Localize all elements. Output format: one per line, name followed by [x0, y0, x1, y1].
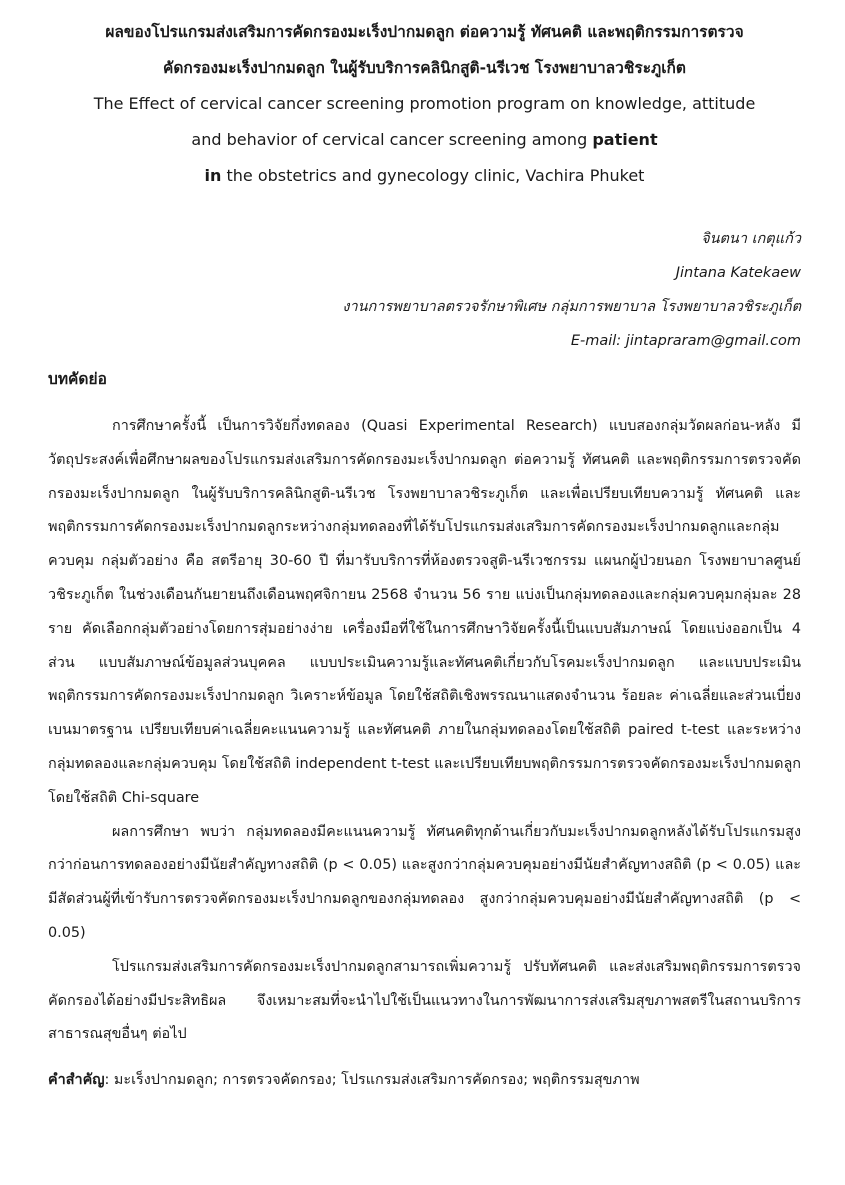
- title-english-line-3-text: the obstetrics and gynecology clinic, Vachira Phuket: [221, 166, 645, 185]
- keywords-list: มะเร็งปากมดลูก; การตรวจคัดกรอง; โปรแกรมส่งเสริมการคัดกรอง; พฤติกรรมสุขภาพ: [113, 1072, 640, 1089]
- title-english-line-3-bold: in: [204, 166, 222, 185]
- keywords-separator: :: [104, 1072, 114, 1089]
- title-english-line-1: The Effect of cervical cancer screening promotion program on knowledge, attitude: [93, 94, 756, 113]
- title-english-line-3: [48, 158, 801, 194]
- abstract-paragraph-1: การศึกษาครั้งนี้ เป็นการวิจัยกึ่งทดลอง (Quasi Experimental Research) แบบสองกลุ่มวัดผลก่อน-หลัง มีวัตถุประสงค์เพื่อศึกษาผลของโปรแกรมส่งเสริมการคัดกรองมะเร็งปากมดลูก ต่อความรู้ ทัศนคติ และพฤติกรรมการตรวจคัดกรองมะเร็งปากมดลูก ในผู้รับบริการคลินิกสูติ-นรีเวช โรงพยาบาลวชิระภูเก็ต และเพื่อเปรียบเทียบความรู้ ทัศนคติ และพฤติกรรมการคัดกรองมะเร็งปากมดลูกระหว่างกลุ่มทดลองที่ได้รับโปรแกรมส่งเสริมการคัดกรองมะเร็งปากมดลูกและกลุ่มควบคุม กลุ่มตัวอย่าง คือ สตรีอายุ 30-60 ปี ที่มารับบริการที่ห้องตรวจสูติ-นรีเวชกรรม แผนกผู้ป่วยนอก โรงพยาบาลศูนย์วชิระภูเก็ต ในช่วงเดือนกันยายนถึงเดือนพฤศจิกายน 2568 จำนวน 56 ราย แบ่งเป็นกลุ่มทดลองและกลุ่มควบคุมกลุ่มละ 28 ราย คัดเลือกกลุ่มตัวอย่างโดยการสุ่มอย่างง่าย เครื่องมือที่ใช้ในการศึกษาวิจัยครั้งนี้เป็นแบบสัมภาษณ์ โดยแบ่งออกเป็น 4 ส่วน แบบสัมภาษณ์ข้อมูลส่วนบุคคล แบบประเมินความรู้และทัศนคติเกี่ยวกับโรคมะเร็งปากมดลูก และแบบประเมินพฤติกรรมการคัดกรองมะเร็งปากมดลูก วิเคราะห์ข้อมูล โดยใช้สถิติเชิงพรรณนาแสดงจำนวน ร้อยละ ค่าเฉลี่ยและส่วนเบี่ยงเบนมาตรฐาน เปรียบเทียบค่าเฉลี่ยคะแนนความรู้ และทัศนคติ ภายในกลุ่มทดลองโดยใช้สถิติ paired t-test และระหว่างกลุ่มทดลองและกลุ่มควบคุม โดยใช้สถิติ independent t-test และเปรียบเทียบพฤติกรรมการตรวจคัดกรองมะเร็งปากมดลูกโดยใช้สถิติ Chi-square: [48, 418, 801, 806]
- abstract-paragraph-3: โปรแกรมส่งเสริมการคัดกรองมะเร็งปากมดลูกสามารถเพิ่มความรู้ ปรับทัศนคติ และส่งเสริมพฤติกรรมการตรวจคัดกรองได้อย่างมีประสิทธิผล จึงเหมาะสมที่จะนำไปใช้เป็นแนวทางในการพัฒนาการส่งเสริมสุขภาพสตรีในสถานบริการสาธารณสุขอื่นๆ ต่อไป: [48, 958, 801, 1043]
- keywords-line: [48, 1065, 801, 1095]
- abstract-body: [48, 410, 801, 1052]
- keywords-label: คำสำคัญ: [48, 1072, 105, 1089]
- title-english-line-2: [48, 122, 801, 158]
- title-thai-line-1: ผลของโปรแกรมส่งเสริมการคัดกรองมะเร็งปากมดลูก ต่อความรู้ ทัศนคติ และพฤติกรรมการตรวจ: [105, 23, 744, 41]
- abstract-paragraph-2: ผลการศึกษา พบว่า กลุ่มทดลองมีคะแนนความรู้ ทัศนคติทุกด้านเกี่ยวกับมะเร็งปากมดลูกหลังได้รับโปรแกรมสูงกว่าก่อนการทดลองอย่างมีนัยสำคัญทางสถิติ (p < 0.05) และสูงกว่ากลุ่มควบคุมอย่างมีนัยสำคัญทางสถิติ (p < 0.05) และมีสัดส่วนผู้ที่เข้ารับการตรวจคัดกรองมะเร็งปากมดลูกของกลุ่มทดลอง สูงกว่ากลุ่มควบคุมอย่างมีนัยสำคัญทางสถิติ (p < 0.05): [48, 823, 801, 941]
- title-thai-line-2: คัดกรองมะเร็งปากมดลูก ในผู้รับบริการคลินิกสูติ-นรีเวช โรงพยาบาลวชิระภูเก็ต: [163, 59, 686, 77]
- author-block: [48, 222, 801, 358]
- title-english-line-2-text: and behavior of cervical cancer screening among: [191, 130, 593, 149]
- author-affiliation: งานการพยาบาลตรวจรักษาพิเศษ กลุ่มการพยาบาล โรงพยาบาลวชิระภูเก็ต: [342, 299, 801, 315]
- author-name-english: Jintana Katekaew: [675, 265, 801, 281]
- author-email: E-mail: jintapraram@gmail.com: [570, 333, 801, 349]
- title-english-line-2-bold: patient: [592, 130, 658, 149]
- author-name-thai: จินตนา เกตุแก้ว: [701, 231, 801, 247]
- abstract-heading: บทคัดย่อ: [48, 370, 107, 388]
